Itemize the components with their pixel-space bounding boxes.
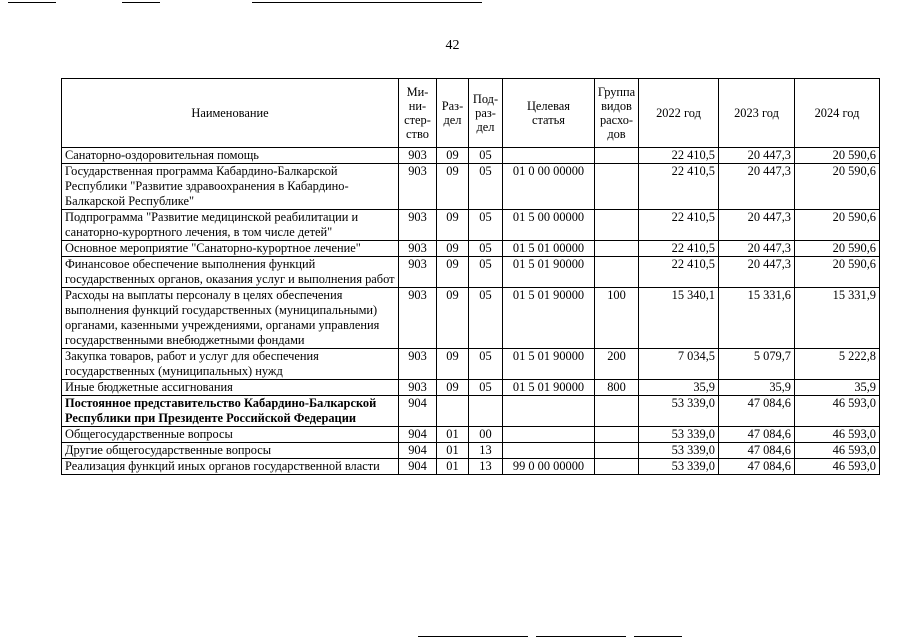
cell-2022: 53 339,0 — [639, 427, 719, 443]
header-target: Целевая статья — [503, 79, 595, 148]
cell-expense-group — [595, 257, 639, 288]
table-row — [62, 443, 880, 459]
table-row — [62, 148, 880, 164]
header-2024: 2024 год — [795, 79, 880, 148]
budget-table — [61, 78, 880, 475]
cell-ministry: 903 — [399, 210, 437, 241]
cell-2024: 46 593,0 — [795, 427, 880, 443]
cell-2022: 15 340,1 — [639, 288, 719, 349]
cell-2022: 22 410,5 — [639, 257, 719, 288]
header-2023: 2023 год — [719, 79, 795, 148]
cell-name: Иные бюджетные ассигнования — [62, 380, 399, 396]
cell-ministry: 904 — [399, 427, 437, 443]
table-row — [62, 210, 880, 241]
cell-2023: 20 447,3 — [719, 148, 795, 164]
cell-name: Государственная программа Кабардино-Балкарской Республики "Развитие здравоохранения в Кабардино-Балкарской Республике" — [62, 164, 399, 210]
table-row — [62, 257, 880, 288]
cell-name: Реализация функций иных органов государственной власти — [62, 459, 399, 475]
cell-target: 99 0 00 00000 — [503, 459, 595, 475]
cell-name: Расходы на выплаты персоналу в целях обеспечения выполнения функций государственных (муниципальными) органами, казенными учреждениями, органами управления государственными внебюджетными фондами — [62, 288, 399, 349]
cell-2023: 20 447,3 — [719, 210, 795, 241]
cell-name: Постоянное представительство Кабардино-Балкарской Республики при Президенте Российской Федерации — [62, 396, 399, 427]
table-row — [62, 396, 880, 427]
cell-ministry: 904 — [399, 459, 437, 475]
cell-subsection: 05 — [469, 349, 503, 380]
cell-expense-group — [595, 427, 639, 443]
cell-target: 01 0 00 00000 — [503, 164, 595, 210]
cell-2023: 20 447,3 — [719, 164, 795, 210]
cell-section: 09 — [437, 164, 469, 210]
cell-target: 01 5 01 90000 — [503, 257, 595, 288]
table-row — [62, 380, 880, 396]
header-expense-group: Группа видов расхо- дов — [595, 79, 639, 148]
cell-expense-group: 100 — [595, 288, 639, 349]
bottom-rule-3 — [634, 636, 682, 637]
cell-section: 01 — [437, 427, 469, 443]
cell-2024: 5 222,8 — [795, 349, 880, 380]
cell-target — [503, 427, 595, 443]
cell-2022: 22 410,5 — [639, 148, 719, 164]
table-row — [62, 459, 880, 475]
cell-section: 09 — [437, 148, 469, 164]
cell-ministry: 903 — [399, 288, 437, 349]
cell-name: Другие общегосударственные вопросы — [62, 443, 399, 459]
cell-subsection: 13 — [469, 443, 503, 459]
cell-target — [503, 396, 595, 427]
cell-name: Закупка товаров, работ и услуг для обеспечения государственных (муниципальных) нужд — [62, 349, 399, 380]
cell-subsection: 00 — [469, 427, 503, 443]
header-subsection: Под- раз- дел — [469, 79, 503, 148]
cell-2023: 47 084,6 — [719, 396, 795, 427]
cell-expense-group: 200 — [595, 349, 639, 380]
table-body — [62, 148, 880, 475]
cell-2023: 47 084,6 — [719, 459, 795, 475]
cell-target — [503, 148, 595, 164]
cell-ministry: 903 — [399, 164, 437, 210]
cell-section: 09 — [437, 349, 469, 380]
table-row — [62, 164, 880, 210]
table-row — [62, 241, 880, 257]
table-header-row — [62, 79, 880, 148]
cell-2024: 46 593,0 — [795, 443, 880, 459]
cell-section: 09 — [437, 210, 469, 241]
cell-2022: 22 410,5 — [639, 241, 719, 257]
cell-target: 01 5 00 00000 — [503, 210, 595, 241]
cell-2022: 35,9 — [639, 380, 719, 396]
cell-expense-group — [595, 396, 639, 427]
cell-2024: 20 590,6 — [795, 241, 880, 257]
table-row — [62, 427, 880, 443]
cell-subsection: 05 — [469, 380, 503, 396]
cell-2024: 46 593,0 — [795, 459, 880, 475]
header-section: Раз- дел — [437, 79, 469, 148]
cell-2024: 20 590,6 — [795, 257, 880, 288]
cell-section: 01 — [437, 443, 469, 459]
cell-section: 01 — [437, 459, 469, 475]
cell-section: 09 — [437, 380, 469, 396]
cell-2022: 53 339,0 — [639, 396, 719, 427]
cell-section: 09 — [437, 288, 469, 349]
cell-section: 09 — [437, 257, 469, 288]
cell-subsection: 05 — [469, 241, 503, 257]
cell-name: Санаторно-оздоровительная помощь — [62, 148, 399, 164]
cell-subsection: 13 — [469, 459, 503, 475]
cell-name: Общегосударственные вопросы — [62, 427, 399, 443]
cell-2022: 53 339,0 — [639, 459, 719, 475]
cell-2024: 20 590,6 — [795, 148, 880, 164]
cell-section — [437, 396, 469, 427]
cell-target: 01 5 01 90000 — [503, 349, 595, 380]
cell-expense-group — [595, 210, 639, 241]
cell-section: 09 — [437, 241, 469, 257]
header-ministry: Ми- ни- стер- ство — [399, 79, 437, 148]
cell-2023: 35,9 — [719, 380, 795, 396]
cell-ministry: 904 — [399, 396, 437, 427]
cell-subsection: 05 — [469, 164, 503, 210]
cell-expense-group — [595, 148, 639, 164]
cell-2023: 20 447,3 — [719, 241, 795, 257]
top-rule-3 — [252, 2, 482, 3]
header-2022: 2022 год — [639, 79, 719, 148]
header-name: Наименование — [62, 79, 399, 148]
cell-subsection — [469, 396, 503, 427]
cell-2023: 5 079,7 — [719, 349, 795, 380]
cell-2024: 20 590,6 — [795, 210, 880, 241]
cell-target — [503, 443, 595, 459]
cell-ministry: 903 — [399, 241, 437, 257]
bottom-rule-1 — [418, 636, 528, 637]
cell-expense-group — [595, 443, 639, 459]
cell-expense-group — [595, 241, 639, 257]
cell-name: Подпрограмма "Развитие медицинской реабилитации и санаторно-курортного лечения, в том числе детей" — [62, 210, 399, 241]
cell-2024: 20 590,6 — [795, 164, 880, 210]
cell-subsection: 05 — [469, 257, 503, 288]
cell-ministry: 903 — [399, 380, 437, 396]
cell-expense-group — [595, 459, 639, 475]
cell-name: Основное мероприятие "Санаторно-курортное лечение" — [62, 241, 399, 257]
cell-subsection: 05 — [469, 148, 503, 164]
cell-name: Финансовое обеспечение выполнения функций государственных органов, оказания услуг и выполнения работ — [62, 257, 399, 288]
cell-2024: 46 593,0 — [795, 396, 880, 427]
cell-2024: 15 331,9 — [795, 288, 880, 349]
bottom-rule-2 — [536, 636, 626, 637]
top-rule-1 — [8, 2, 56, 3]
cell-2022: 22 410,5 — [639, 210, 719, 241]
cell-subsection: 05 — [469, 210, 503, 241]
cell-2023: 47 084,6 — [719, 427, 795, 443]
table-row — [62, 349, 880, 380]
table-row — [62, 288, 880, 349]
cell-target: 01 5 01 00000 — [503, 241, 595, 257]
cell-expense-group — [595, 164, 639, 210]
cell-2023: 47 084,6 — [719, 443, 795, 459]
cell-ministry: 903 — [399, 349, 437, 380]
page-number: 42 — [445, 38, 460, 53]
cell-target: 01 5 01 90000 — [503, 380, 595, 396]
cell-2022: 7 034,5 — [639, 349, 719, 380]
cell-2023: 20 447,3 — [719, 257, 795, 288]
cell-ministry: 903 — [399, 148, 437, 164]
cell-2022: 53 339,0 — [639, 443, 719, 459]
cell-2023: 15 331,6 — [719, 288, 795, 349]
cell-2022: 22 410,5 — [639, 164, 719, 210]
cell-ministry: 903 — [399, 257, 437, 288]
cell-ministry: 904 — [399, 443, 437, 459]
top-rule-2 — [122, 2, 160, 3]
cell-2024: 35,9 — [795, 380, 880, 396]
cell-expense-group: 800 — [595, 380, 639, 396]
cell-subsection: 05 — [469, 288, 503, 349]
cell-target: 01 5 01 90000 — [503, 288, 595, 349]
